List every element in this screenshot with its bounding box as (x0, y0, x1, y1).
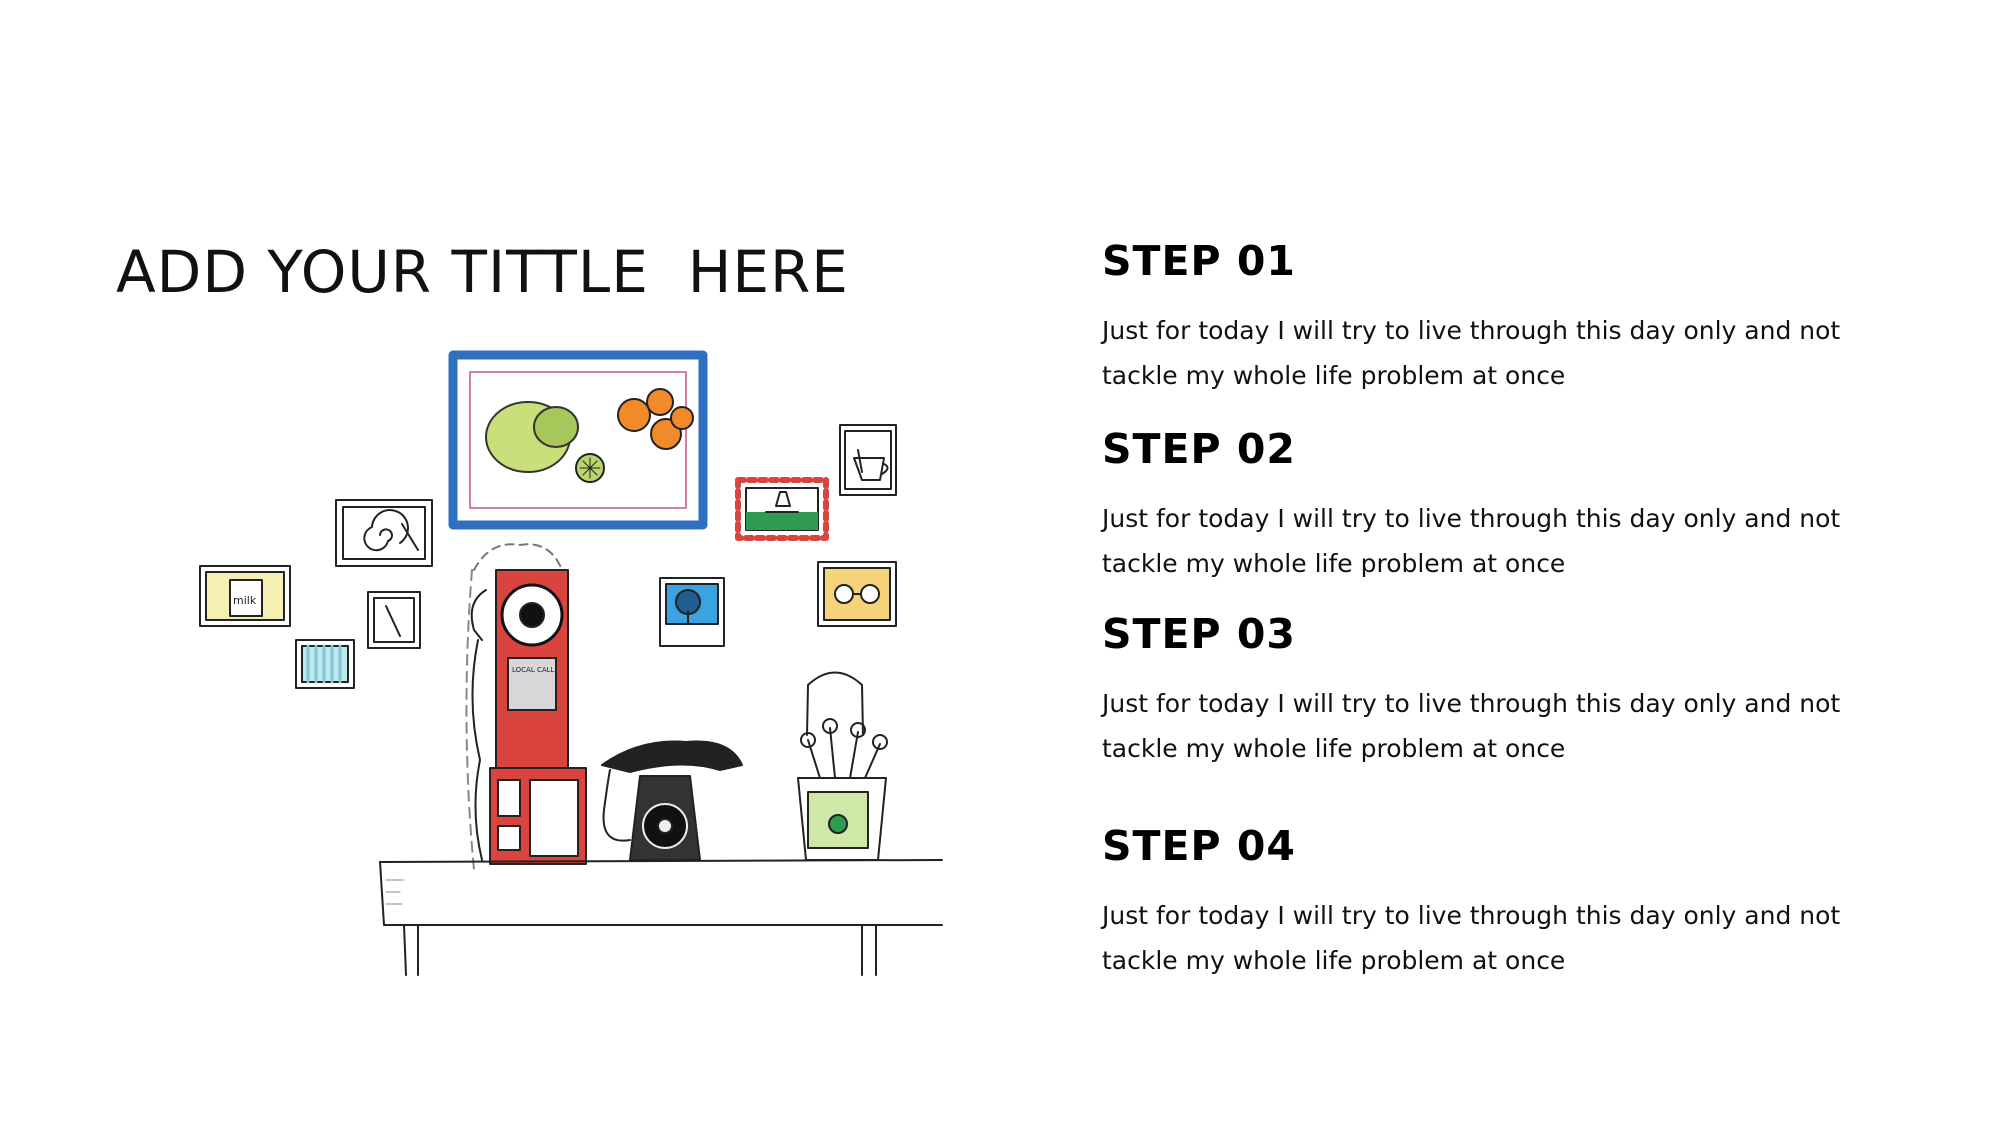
spiral-frame-icon (336, 500, 432, 566)
step-heading: STEP 03 (1102, 610, 1296, 658)
citrus-painting-icon (453, 355, 703, 525)
coffee-cup-frame-icon (840, 425, 896, 495)
step-description: Just for today I will try to live through this day only and not tackle my whole life problem at once (1102, 316, 1841, 391)
step-01 (1102, 237, 1922, 398)
milk-carton-frame-icon (200, 566, 290, 626)
tree-frame-icon (660, 578, 724, 646)
slide-title: ADD YOUR TITTLE HERE (116, 238, 849, 306)
step-description: Just for today I will try to live through this day only and not tackle my whole life problem at once (1102, 901, 1841, 976)
retro-telephone-wall-illustration (190, 340, 950, 980)
plant-box-icon (798, 673, 887, 861)
glasses-frame-icon (818, 562, 896, 626)
payphone-icon (466, 544, 586, 870)
step-description: Just for today I will try to live through this day only and not tackle my whole life problem at once (1102, 689, 1841, 764)
step-description: Just for today I will try to live through this day only and not tackle my whole life problem at once (1102, 504, 1841, 579)
table-icon (380, 860, 942, 975)
small-frame-icon (368, 592, 420, 648)
striped-frame-icon (296, 640, 354, 688)
step-heading: STEP 02 (1102, 425, 1296, 473)
landscape-frame-icon (738, 480, 826, 538)
step-03 (1102, 610, 1922, 771)
payphone-sign: LOCAL CALL (512, 666, 555, 674)
rotary-phone-icon (602, 741, 742, 860)
step-04 (1102, 822, 1922, 983)
step-heading: STEP 01 (1102, 237, 1296, 285)
milk-label: milk (233, 594, 257, 607)
step-heading: STEP 04 (1102, 822, 1296, 870)
step-02 (1102, 425, 1922, 586)
